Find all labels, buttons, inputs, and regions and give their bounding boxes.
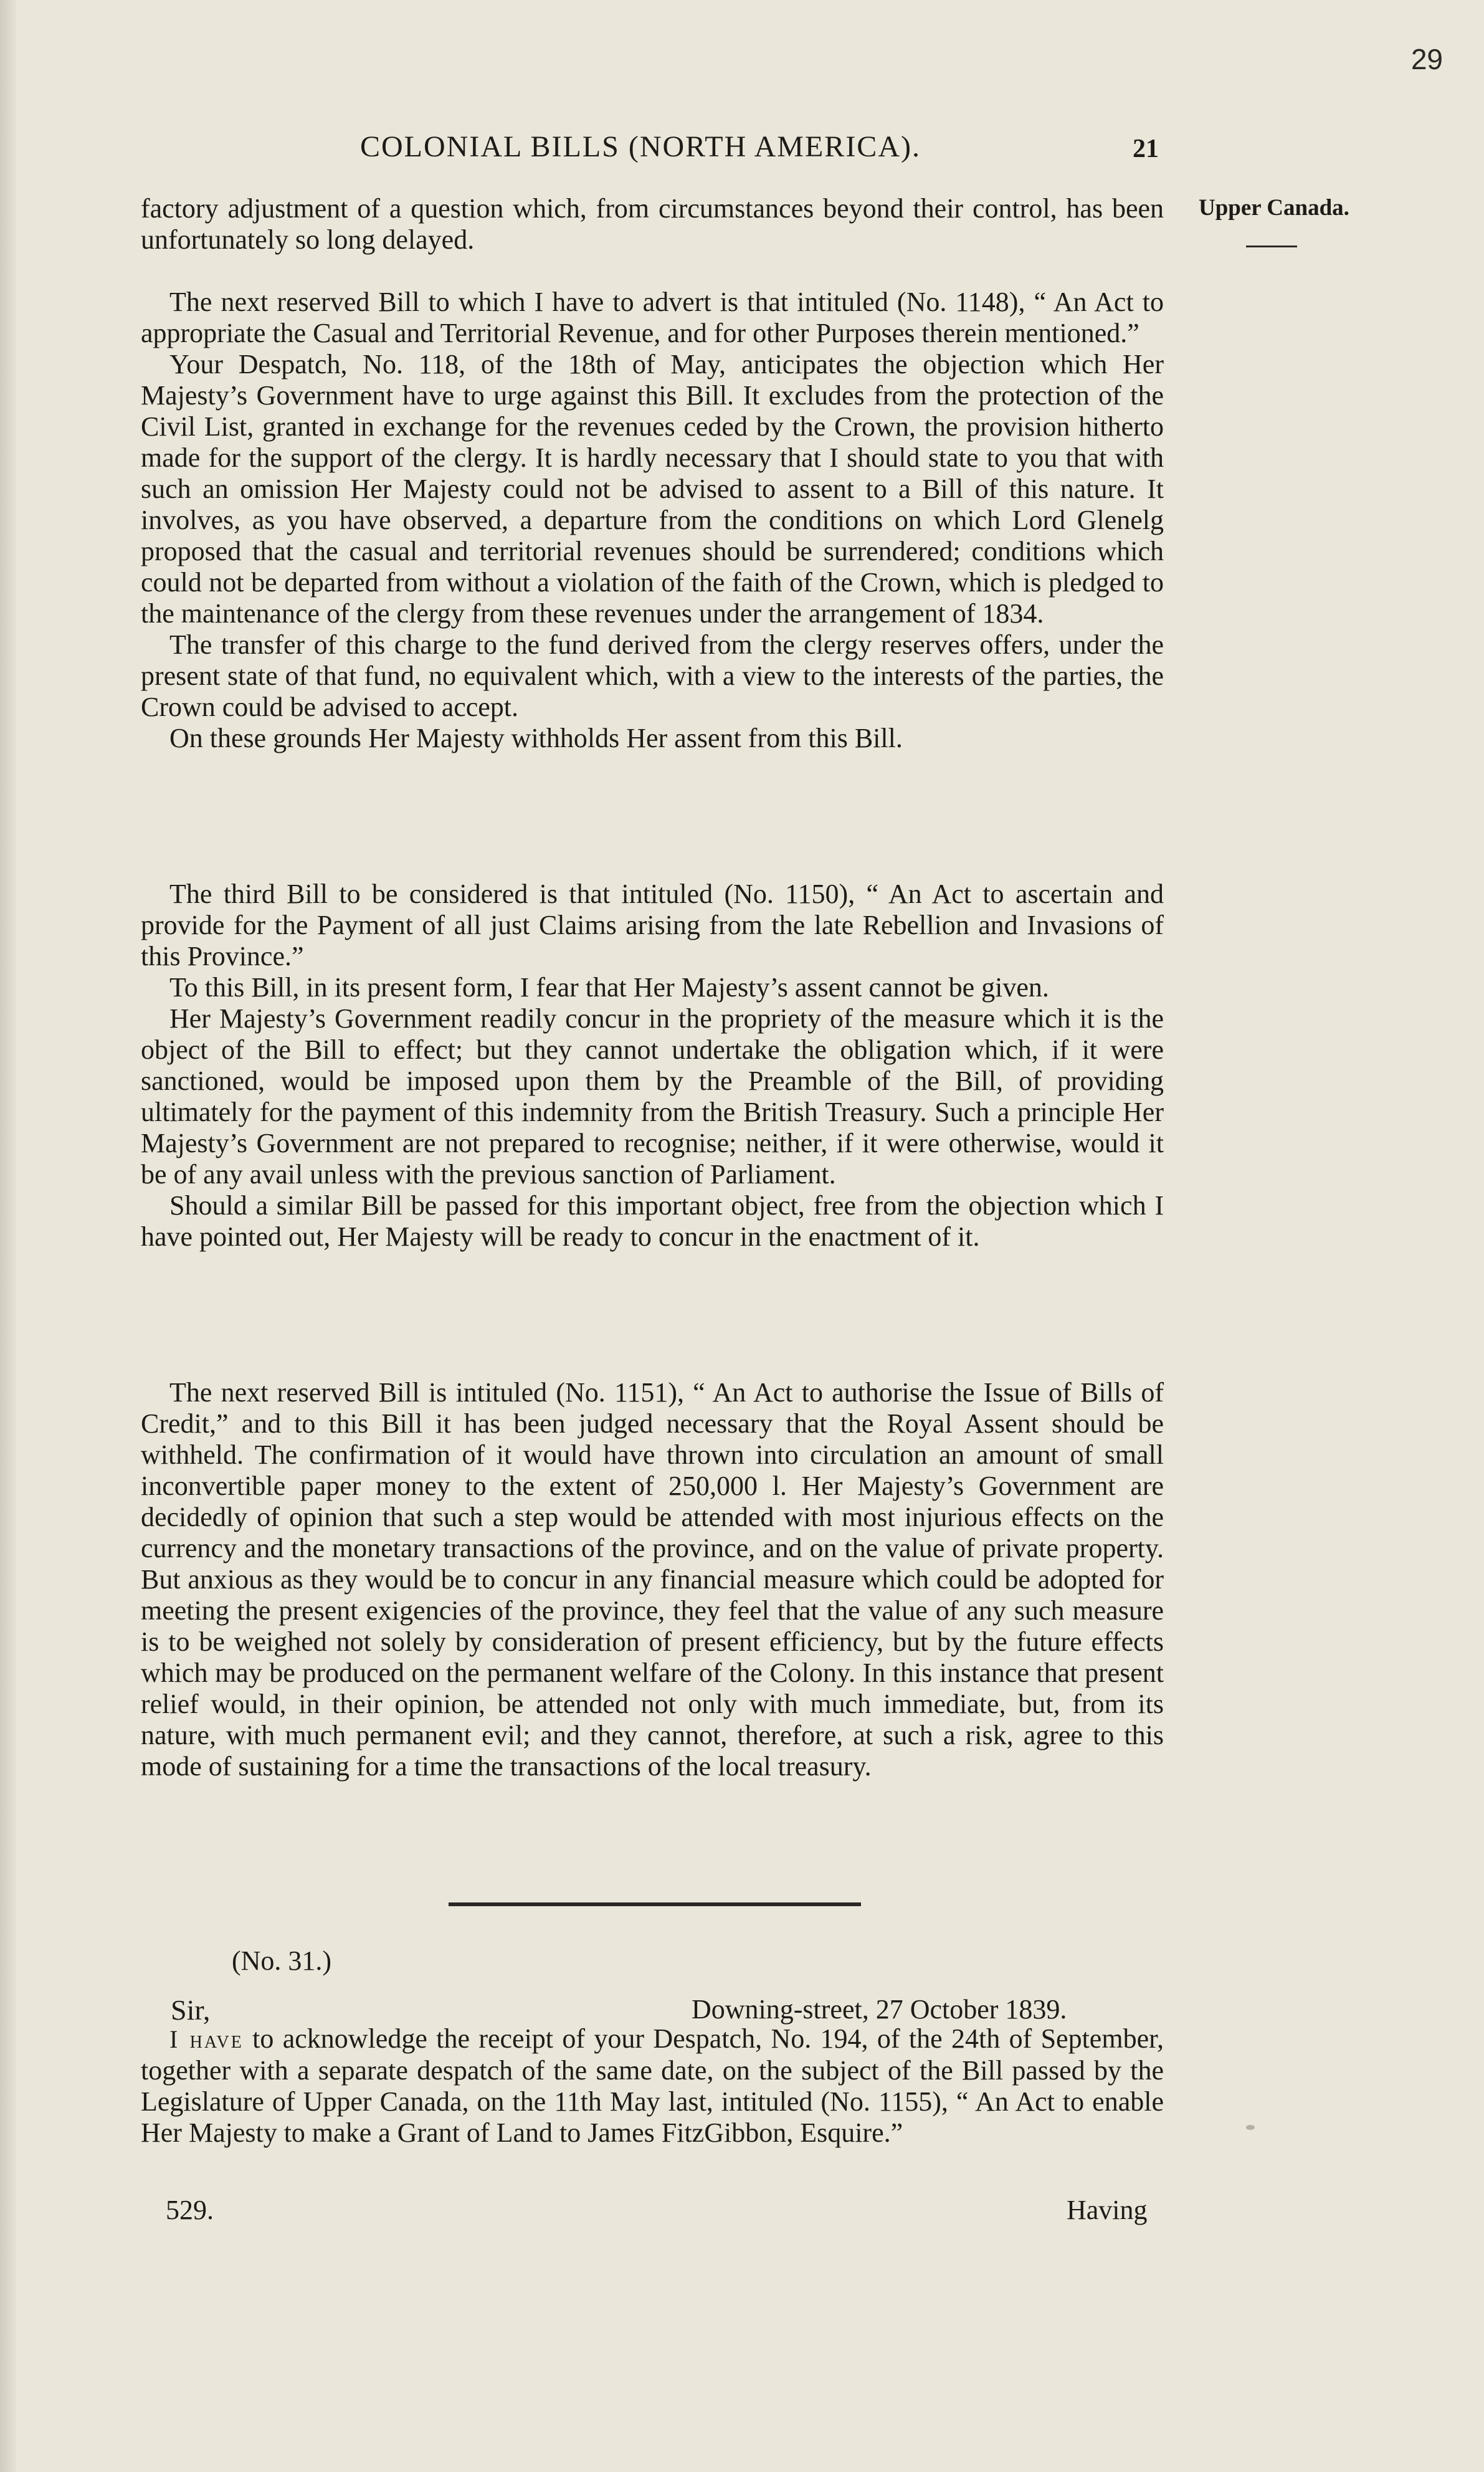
text-block-bill-1151 <box>141 1377 1164 1782</box>
sidenote-rule <box>1246 246 1297 247</box>
paragraph: The next reserved Bill is intituled (No. 1151), “ An Act to authorise the Issue of Bills of Credit,” and to this Bill it has been judged necessary that the Royal Assent should be withheld. The confirmation of it would have thrown into circulation an amount of small inconvertible paper money to the extent of 250,000 l. Her Majesty’s Government are decidedly of opinion that such a step would be attended with most injurious effects on the currency and the monetary transactions of the province, and on the value of private property. But anxious as they would be to concur in any financial measure which could be adopted for meeting the present exigencies of the province, they feel that the value of any such measure is to be weighed not solely by consideration of present efficiency, but by the future effects which may be produced on the permanent welfare of the Colony. In this instance that present relief would, in their opinion, be attended not only with much immediate, but, from its nature, with much permanent evil; and they cannot, therefore, at such a risk, agree to this mode of sustaining for a time the transactions of the local treasury. <box>141 1377 1164 1782</box>
despatch-number: (No. 31.) <box>232 1945 332 1976</box>
section-rule <box>449 1902 861 1906</box>
margin-speck <box>1246 2125 1255 2130</box>
paragraph: Should a similar Bill be passed for this important object, free from the objection which I have pointed out, Her Majesty will be ready to concur in the enactment of it. <box>141 1190 1164 1252</box>
text-block-bill-1148 <box>141 287 1164 754</box>
print-code: 529. <box>166 2195 214 2225</box>
paragraph: The third Bill to be considered is that intituled (No. 1150), “ An Act to ascertain and provide for the Payment of all just Claims arising from the late Rebellion and Invasions of this Province.” <box>141 879 1164 971</box>
paragraph: The transfer of this charge to the fund derived from the clergy reserves offers, under the present state of that fund, no equivalent which, with a view to the interests of the parties, the Crown could be advised to accept. <box>141 629 1164 722</box>
paragraph <box>141 2023 1164 2149</box>
paragraph: To this Bill, in its present form, I fear that Her Majesty’s assent cannot be given. <box>169 972 1049 1003</box>
letter-body <box>141 2023 1164 2149</box>
paragraph: On these grounds Her Majesty withholds Her assent from this Bill. <box>169 723 903 753</box>
opening-word: I have <box>169 2025 244 2053</box>
catchword: Having <box>1067 2195 1148 2225</box>
text-block-continuation <box>141 193 1164 255</box>
page-number: 29 <box>1410 43 1443 75</box>
paragraph: Her Majesty’s Government readily concur in the propriety of the measure which it is the object of the Bill to effect; but they cannot undertake the obligation which, if it were sanctioned, would be imposed upon them by the Preamble of the Bill, of providing ultimately for the payment of this indemnity from the British Treasury. Such a principle Her Majesty’s Government are not prepared to recognise; neither, if it were otherwise, would it be of any avail unless with the previous sanction of Parliament. <box>141 1003 1164 1190</box>
text-block-bill-1150 <box>141 879 1164 1253</box>
letter-text: to acknowledge the receipt of your Despatch, No. 194, of the 24th of September, together with a separate despatch of the same date, on the subject of the Bill passed by the Legislature of Upper Canada, on the 11th May last, intituled (No. 1155), “ An Act to enable Her Majesty to make a Grant of Land to James FitzGibbon, Esquire.” <box>141 2023 1164 2148</box>
paragraph: The next reserved Bill to which I have to advert is that intituled (No. 1148), “ An Act to appropriate the Casual and Territorial Revenue, and for other Purposes therein mentioned.” <box>141 287 1164 348</box>
running-title: COLONIAL BILLS (NORTH AMERICA). <box>360 130 921 163</box>
scan-edge <box>0 0 16 2472</box>
original-page-number: 21 <box>1133 135 1159 163</box>
salutation: Sir, <box>171 1994 211 2026</box>
paragraph: Your Despatch, No. 118, of the 18th of May, anticipates the objection which Her Majesty’s Government have to urge against this Bill. It excludes from the protection of the Civil List, granted in exchange for the revenues ceded by the Crown, the provision hitherto made for the support of the clergy. It is hardly necessary that I should state to you that with such an omission Her Majesty could not be advised to assent to a Bill of this nature. It involves, as you have observed, a departure from the conditions on which Lord Glenelg proposed that the casual and territorial revenues should be surrendered; conditions which could not be departed from without a violation of the faith of the Crown, which is pledged to the maintenance of the clergy from these revenues under the arrangement of 1834. <box>141 349 1164 629</box>
sidenote-upper-canada: Upper Canada. <box>1199 195 1349 221</box>
paragraph: factory adjustment of a question which, from circumstances beyond their control, has been unfortunately so long delayed. <box>141 193 1164 255</box>
dateline: Downing-street, 27 October 1839. <box>692 1994 1067 2025</box>
